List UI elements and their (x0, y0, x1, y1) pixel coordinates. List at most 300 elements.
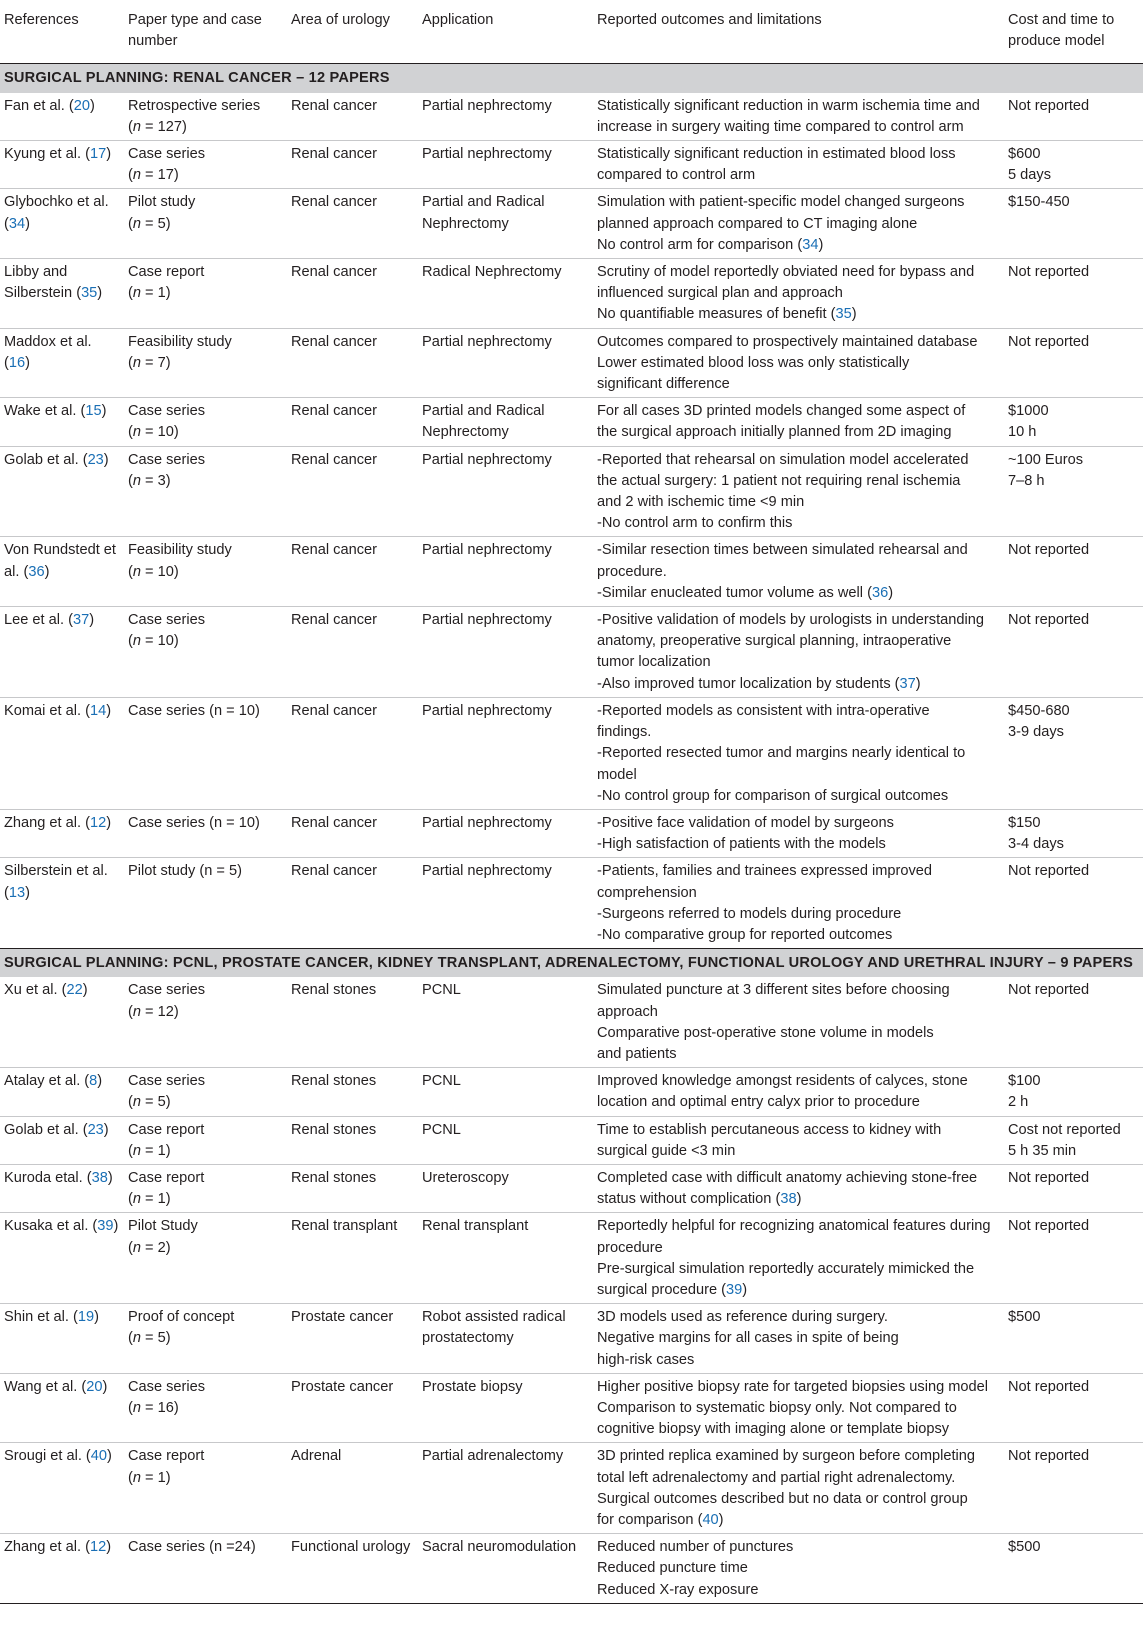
cell-reference (0, 1213, 124, 1304)
case-number: (n = 10) (128, 563, 179, 580)
case-number: (n = 10) (128, 633, 179, 650)
cost-line: Not reported (1008, 1169, 1090, 1186)
application-text: Partial nephrectomy (422, 451, 552, 468)
citation-link[interactable]: 16 (8, 354, 26, 371)
cell-paper-type (124, 141, 287, 189)
cell-cost (1004, 189, 1143, 259)
citation-link[interactable]: 36 (871, 584, 889, 601)
cost-line: Not reported (1008, 1218, 1090, 1235)
citation-link[interactable]: 20 (86, 1378, 103, 1395)
cell-reference (0, 1304, 124, 1374)
citation-link[interactable]: 40 (702, 1512, 719, 1528)
table-row (0, 1213, 1143, 1304)
col-header-application: Application (422, 12, 494, 28)
cost-line: 3-9 days (1008, 724, 1064, 741)
col-header-paper-type: Paper type and case number (128, 12, 262, 50)
table-row (0, 858, 1143, 949)
citation-link[interactable]: 23 (87, 451, 104, 468)
cell-paper-type (124, 809, 287, 857)
cell-paper-type (124, 1534, 287, 1604)
case-number: (n = 5) (128, 1094, 171, 1111)
cell-outcomes (593, 1213, 1004, 1304)
cell-paper-type (124, 537, 287, 607)
cell-cost (1004, 977, 1143, 1067)
application-text: Partial nephrectomy (422, 333, 552, 350)
outcome-line: approach (597, 1003, 658, 1020)
paper-type: Case series (n =24) (128, 1539, 256, 1556)
citation-link[interactable]: 38 (91, 1169, 108, 1186)
case-number: (n = 1) (128, 1142, 171, 1159)
reference-text: Silberstein et al. (13) (4, 863, 108, 901)
cell-reference (0, 328, 124, 398)
cell-area: Renal cancer (287, 93, 418, 141)
outcome-line: status without complication (38) (597, 1191, 802, 1208)
cell-outcomes (593, 1304, 1004, 1374)
citation-link[interactable]: 36 (28, 563, 45, 580)
case-number: (n = 12) (128, 1003, 179, 1020)
table-row (0, 1443, 1143, 1534)
cell-cost (1004, 93, 1143, 141)
cell-cost (1004, 697, 1143, 809)
reference-text: Komai et al. (14) (4, 702, 112, 719)
reference-text: Atalay et al. (8) (4, 1073, 103, 1090)
cell-reference (0, 1116, 124, 1164)
section-header-row (0, 64, 1143, 93)
case-number: (n = 16) (128, 1399, 179, 1416)
col-header-area: Area of urology (291, 12, 390, 28)
cell-area: Renal cancer (287, 607, 418, 698)
reference-text: Glybochko et al. (34) (4, 194, 109, 232)
paper-type: Case series (128, 451, 206, 468)
cell-reference (0, 1534, 124, 1604)
table-row (0, 537, 1143, 607)
citation-link[interactable]: 12 (90, 814, 107, 831)
cost-line: Not reported (1008, 1448, 1090, 1465)
case-number: (n = 17) (128, 167, 179, 184)
application-text: PCNL (422, 982, 461, 999)
cost-line: 10 h (1008, 424, 1037, 441)
col-header-cost: Cost and time to produce model (1008, 12, 1115, 50)
paper-type: Pilot study (128, 194, 196, 211)
citation-link[interactable]: 23 (87, 1121, 104, 1138)
cell-outcomes (593, 398, 1004, 446)
cell-paper-type (124, 1304, 287, 1374)
citation-link[interactable]: 34 (8, 215, 26, 232)
outcome-line: -Also improved tumor localization by students (37) (597, 675, 921, 692)
cell-application (418, 1116, 593, 1164)
reference-text: Kyung et al. (17) (4, 146, 112, 163)
cell-outcomes (593, 977, 1004, 1067)
cell-area: Renal stones (287, 1116, 418, 1164)
cell-area: Functional urology (287, 1534, 418, 1604)
cell-area: Renal cancer (287, 328, 418, 398)
outcome-line: procedure. (597, 563, 667, 580)
citation-link[interactable]: 8 (89, 1073, 98, 1090)
cell-application (418, 398, 593, 446)
cell-reference (0, 93, 124, 141)
table-header-row (0, 0, 1143, 64)
citation-link[interactable]: 40 (90, 1448, 108, 1465)
cell-outcomes (593, 1534, 1004, 1604)
cell-area: Renal cancer (287, 697, 418, 809)
cell-outcomes (593, 697, 1004, 809)
cell-reference (0, 1164, 124, 1212)
cost-line: $100 (1008, 1073, 1041, 1090)
reference-text: Kuroda etal. (38) (4, 1169, 113, 1186)
outcome-line: Reportedly helpful for recognizing anatomical features during (597, 1218, 991, 1235)
outcome-line: planned approach compared to CT imaging alone (597, 215, 918, 232)
cell-outcomes (593, 1164, 1004, 1212)
outcome-line: No control arm for comparison (34) (597, 236, 824, 253)
cell-area: Renal cancer (287, 446, 418, 537)
cell-cost (1004, 328, 1143, 398)
reference-text: Wang et al. (20) (4, 1378, 108, 1395)
outcome-line: -Similar resection times between simulated rehearsal and (597, 542, 968, 559)
cell-area: Renal cancer (287, 858, 418, 949)
cell-application (418, 1213, 593, 1304)
cell-application (418, 1443, 593, 1534)
cell-area: Renal cancer (287, 398, 418, 446)
cell-area: Renal transplant (287, 1213, 418, 1304)
paper-type: Case series (128, 146, 206, 163)
reference-text: Fan et al. (20) (4, 97, 95, 114)
cell-application (418, 537, 593, 607)
reference-text: Shin et al. (19) (4, 1309, 99, 1326)
case-number: (n = 1) (128, 1191, 171, 1208)
outcome-line: location and optimal entry calyx prior to procedure (597, 1094, 920, 1111)
cell-application (418, 189, 593, 259)
paper-type: Case series (128, 1073, 206, 1090)
table-row (0, 607, 1143, 698)
application-text: Partial adrenalectomy (422, 1448, 564, 1465)
cell-area: Renal stones (287, 1068, 418, 1116)
outcome-line: Reduced number of punctures (597, 1539, 794, 1556)
case-number: (n = 1) (128, 1469, 171, 1486)
table-row (0, 1116, 1143, 1164)
outcome-line: -High satisfaction of patients with the models (597, 836, 886, 853)
cell-application (418, 328, 593, 398)
paper-type: Case series (n = 10) (128, 814, 260, 831)
citation-link[interactable]: 19 (77, 1309, 95, 1326)
paper-type: Case report (128, 1448, 205, 1465)
cell-outcomes (593, 189, 1004, 259)
cell-outcomes (593, 537, 1004, 607)
cell-paper-type (124, 977, 287, 1067)
citation-link[interactable]: 37 (72, 612, 90, 629)
cost-line: $150 (1008, 814, 1041, 831)
cell-cost (1004, 1534, 1143, 1604)
table-row (0, 328, 1143, 398)
reference-text: Golab et al. (23) (4, 1121, 109, 1138)
table-body (0, 64, 1143, 1603)
case-number: (n = 7) (128, 354, 171, 371)
paper-type: Case series (128, 1378, 206, 1395)
cell-application (418, 607, 593, 698)
outcome-line: Completed case with difficult anatomy achieving stone-free (597, 1169, 978, 1186)
cost-line: 3-4 days (1008, 836, 1064, 853)
cell-paper-type (124, 259, 287, 329)
cell-outcomes (593, 1068, 1004, 1116)
cost-line: Not reported (1008, 612, 1090, 629)
paper-type: Feasibility study (128, 542, 232, 559)
cell-application (418, 446, 593, 537)
citation-link[interactable]: 13 (8, 884, 26, 901)
table-row (0, 1304, 1143, 1374)
reference-text: Golab et al. (23) (4, 451, 109, 468)
application-text: Partial nephrectomy (422, 863, 552, 880)
cell-paper-type (124, 697, 287, 809)
cell-area: Renal cancer (287, 259, 418, 329)
cell-paper-type (124, 1373, 287, 1443)
application-text: PCNL (422, 1121, 461, 1138)
cell-outcomes (593, 446, 1004, 537)
reference-text: Wake et al. (15) (4, 403, 107, 420)
cell-application (418, 93, 593, 141)
outcome-line: procedure (597, 1239, 663, 1256)
citation-link[interactable]: 35 (835, 306, 852, 323)
outcome-line: influenced surgical plan and approach (597, 285, 843, 302)
outcome-line: surgical guide <3 min (597, 1142, 736, 1159)
case-number: (n = 5) (128, 1330, 171, 1347)
cost-line: Not reported (1008, 863, 1090, 880)
cost-line: 2 h (1008, 1094, 1029, 1111)
cell-reference (0, 809, 124, 857)
outcome-line: -Positive face validation of model by surgeons (597, 814, 894, 831)
cell-application (418, 858, 593, 949)
cell-cost (1004, 141, 1143, 189)
citation-link[interactable]: 20 (73, 97, 90, 114)
outcome-line: -No control group for comparison of surgical outcomes (597, 787, 949, 804)
paper-type: Proof of concept (128, 1309, 235, 1326)
table-row (0, 697, 1143, 809)
application-text: Renal transplant (422, 1218, 529, 1235)
reference-text: Zhang et al. (12) (4, 814, 112, 831)
outcome-line: Statistically significant reduction in warm ischemia time and (597, 97, 980, 114)
outcome-line: tumor localization (597, 654, 711, 671)
outcome-line: Pre-surgical simulation reportedly accurately mimicked the (597, 1260, 975, 1277)
outcome-line: for comparison (40) (597, 1512, 724, 1528)
outcome-line: Lower estimated blood loss was only statistically (597, 354, 910, 371)
table-row (0, 446, 1143, 537)
citation-link[interactable]: 14 (89, 702, 107, 719)
cell-reference (0, 537, 124, 607)
cell-reference (0, 977, 124, 1067)
outcome-line: and patients (597, 1045, 677, 1062)
cell-paper-type (124, 93, 287, 141)
cost-line: 5 h 35 min (1008, 1142, 1077, 1159)
cell-area: Renal cancer (287, 141, 418, 189)
cost-line: 7–8 h (1008, 472, 1045, 489)
cell-reference (0, 189, 124, 259)
table-row (0, 809, 1143, 857)
cell-reference (0, 259, 124, 329)
outcome-line: -Reported models as consistent with intra-operative (597, 702, 930, 719)
cell-cost (1004, 1068, 1143, 1116)
paper-type: Case report (128, 1121, 205, 1138)
application-text: Partial nephrectomy (422, 146, 552, 163)
cell-outcomes (593, 328, 1004, 398)
application-text: PCNL (422, 1073, 461, 1090)
cell-outcomes (593, 809, 1004, 857)
cost-line: $1000 (1008, 403, 1049, 420)
application-text: Partial nephrectomy (422, 814, 552, 831)
cell-outcomes (593, 1116, 1004, 1164)
outcome-line: Negative margins for all cases in spite of being (597, 1330, 899, 1347)
outcome-line: and 2 with ischemic time <9 min (597, 494, 805, 511)
application-text: Radical Nephrectomy (422, 264, 562, 281)
cell-reference (0, 607, 124, 698)
cell-area: Adrenal (287, 1443, 418, 1534)
cell-reference (0, 446, 124, 537)
outcome-line: Simulated puncture at 3 different sites before choosing (597, 982, 950, 999)
outcome-line: -Similar enucleated tumor volume as well (36) (597, 584, 894, 601)
outcome-line: comprehension (597, 884, 697, 901)
section-title: SURGICAL PLANNING: PCNL, PROSTATE CANCER, KIDNEY TRANSPLANT, ADRENALECTOMY, FUNCTIONAL UROLOGY AND URETHRAL INJURY – 9 PAPERS (0, 949, 1143, 978)
reference-text: Libby and Silberstein (35) (4, 264, 103, 302)
cell-cost (1004, 1116, 1143, 1164)
outcome-line: -No comparative group for reported outcomes (597, 926, 893, 943)
cell-application (418, 977, 593, 1067)
outcome-line: compared to control arm (597, 167, 756, 184)
paper-type: Case report (128, 1169, 205, 1186)
cell-outcomes (593, 607, 1004, 698)
cost-line: $450-680 (1008, 702, 1070, 719)
cell-paper-type (124, 858, 287, 949)
outcome-line: model (597, 766, 637, 783)
case-number: (n = 10) (128, 424, 179, 441)
cell-outcomes (593, 141, 1004, 189)
cell-paper-type (124, 1164, 287, 1212)
outcome-line: Time to establish percutaneous access to kidney with (597, 1121, 942, 1138)
reference-text: Xu et al. (22) (4, 982, 88, 999)
cell-reference (0, 1068, 124, 1116)
citation-link[interactable]: 39 (725, 1281, 743, 1298)
application-text: Partial and Radical Nephrectomy (422, 403, 545, 441)
citation-link[interactable]: 38 (780, 1191, 797, 1208)
cell-application (418, 141, 593, 189)
outcome-line: Reduced X-ray exposure (597, 1581, 759, 1598)
cost-line: $150-450 (1008, 194, 1070, 211)
reference-text: Kusaka et al. (39) (4, 1218, 119, 1235)
application-text: Partial nephrectomy (422, 702, 552, 719)
cell-paper-type (124, 328, 287, 398)
cell-area: Renal stones (287, 1164, 418, 1212)
cell-reference (0, 1373, 124, 1443)
paper-type: Retrospective series (128, 97, 261, 114)
outcome-line: findings. (597, 724, 652, 741)
cell-reference (0, 141, 124, 189)
outcome-line: Outcomes compared to prospectively maintained database (597, 333, 978, 350)
table-row (0, 977, 1143, 1067)
outcome-line: cognitive biopsy with imaging alone or template biopsy (597, 1421, 950, 1438)
cell-reference (0, 1443, 124, 1534)
outcome-line: surgical procedure (39) (597, 1281, 748, 1298)
table-row (0, 1373, 1143, 1443)
outcome-line: high-risk cases (597, 1351, 695, 1368)
cell-outcomes (593, 93, 1004, 141)
outcome-line: total left adrenalectomy and partial right adrenalectomy. (597, 1469, 956, 1486)
cell-outcomes (593, 259, 1004, 329)
cell-application (418, 1304, 593, 1374)
reference-text: Maddox et al. (16) (4, 333, 92, 371)
col-header-outcomes: Reported outcomes and limitations (597, 12, 822, 28)
cell-application (418, 1373, 593, 1443)
cell-paper-type (124, 607, 287, 698)
cost-line: 5 days (1008, 167, 1051, 184)
application-text: Robot assisted radical prostatectomy (422, 1309, 566, 1347)
outcome-line: Statistically significant reduction in estimated blood loss (597, 146, 956, 163)
case-number: (n = 127) (128, 118, 187, 135)
cell-cost (1004, 809, 1143, 857)
cost-line: $600 (1008, 146, 1041, 163)
cell-cost (1004, 259, 1143, 329)
cell-application (418, 1534, 593, 1604)
cell-application (418, 259, 593, 329)
citation-link[interactable]: 15 (85, 403, 102, 420)
outcome-line: significant difference (597, 376, 730, 393)
cell-paper-type (124, 398, 287, 446)
cell-area: Renal cancer (287, 809, 418, 857)
cell-cost (1004, 398, 1143, 446)
case-number: (n = 1) (128, 285, 171, 302)
outcome-line: Comparative post-operative stone volume in models (597, 1024, 934, 1041)
cell-cost (1004, 1304, 1143, 1374)
col-header-references: References (4, 12, 79, 28)
cost-line: Not reported (1008, 264, 1090, 281)
cell-application (418, 1164, 593, 1212)
cell-paper-type (124, 1443, 287, 1534)
cell-application (418, 1068, 593, 1116)
paper-type: Case report (128, 264, 205, 281)
application-text: Partial nephrectomy (422, 97, 552, 114)
citation-link[interactable]: 22 (66, 982, 83, 999)
application-text: Partial nephrectomy (422, 542, 552, 559)
citation-link[interactable]: 37 (899, 675, 916, 692)
citation-link[interactable]: 39 (97, 1218, 114, 1235)
outcome-line: Scrutiny of model reportedly obviated need for bypass and (597, 264, 975, 281)
outcome-line: Higher positive biopsy rate for targeted biopsies using model (597, 1378, 989, 1395)
reference-text: Lee et al. (37) (4, 612, 95, 629)
citation-link[interactable]: 12 (90, 1539, 107, 1556)
cost-line: Not reported (1008, 333, 1090, 350)
citation-link[interactable]: 35 (81, 285, 98, 302)
table-row (0, 93, 1143, 141)
cell-paper-type (124, 1213, 287, 1304)
cell-area: Renal cancer (287, 189, 418, 259)
section-title: SURGICAL PLANNING: RENAL CANCER – 12 PAPERS (0, 64, 1143, 93)
table-row (0, 189, 1143, 259)
cell-outcomes (593, 1443, 1004, 1534)
cost-line: ~100 Euros (1008, 451, 1084, 468)
outcome-line: the surgical approach initially planned from 2D imaging (597, 424, 952, 441)
cell-paper-type (124, 1068, 287, 1116)
application-text: Partial and Radical Nephrectomy (422, 194, 545, 232)
table-row (0, 398, 1143, 446)
cost-line: Not reported (1008, 1378, 1090, 1395)
cell-cost (1004, 858, 1143, 949)
case-number: (n = 5) (128, 215, 171, 232)
outcome-line: -Patients, families and trainees expressed improved (597, 863, 933, 880)
citation-link[interactable]: 34 (802, 236, 819, 253)
table-row (0, 1534, 1143, 1604)
outcome-line: Surgical outcomes described but no data or control group (597, 1490, 968, 1507)
cell-paper-type (124, 189, 287, 259)
cell-area: Renal cancer (287, 537, 418, 607)
table-row (0, 1164, 1143, 1212)
citation-link[interactable]: 17 (90, 146, 107, 163)
paper-type: Case series (128, 612, 206, 629)
cell-area: Prostate cancer (287, 1304, 418, 1374)
